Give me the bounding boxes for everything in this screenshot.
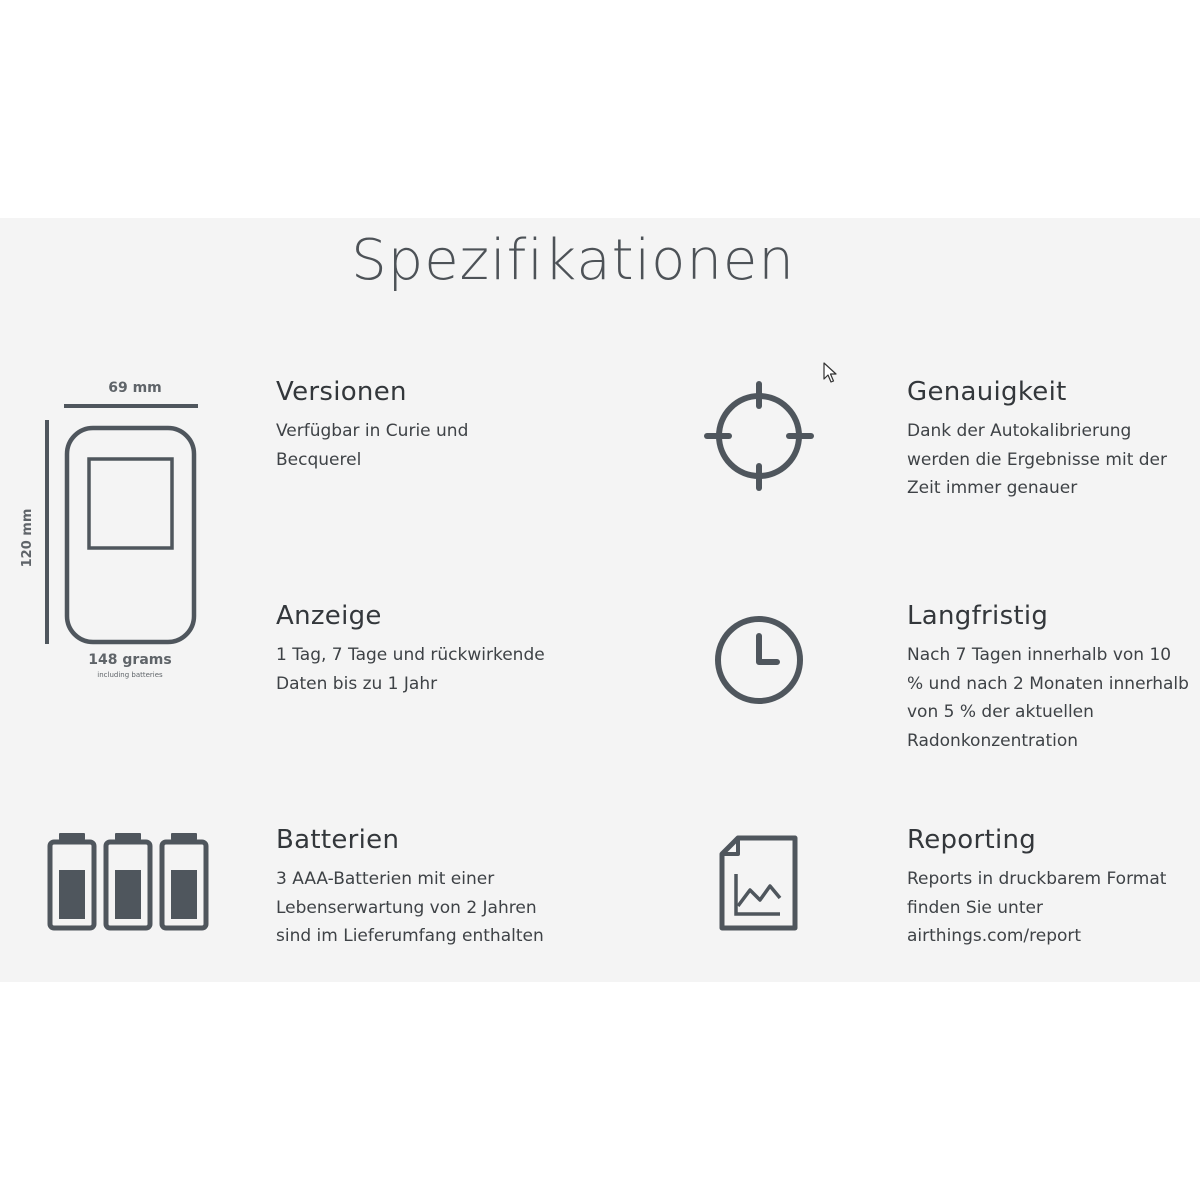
spec-batterien-title: Batterien: [276, 825, 400, 855]
report-chart-icon: [718, 834, 800, 932]
spec-genauigkeit-text: Dank der Autokalibrierung werden die Ergebnisse mit der Zeit immer genauer: [907, 421, 1167, 498]
spec-anzeige: [276, 601, 596, 698]
spec-langfristig-title: Langfristig: [907, 601, 1049, 631]
device-weight-note: including batteries: [97, 671, 163, 679]
battery-icon: [46, 830, 210, 934]
spec-anzeige-text: 1 Tag, 7 Tage und rückwirkende Daten bis zu 1 Jahr: [276, 645, 545, 694]
clock-icon: [713, 614, 805, 706]
crosshair-icon: [704, 380, 814, 492]
spec-genauigkeit-title: Genauigkeit: [907, 377, 1067, 407]
spec-reporting-text: Reports in druckbarem Format finden Sie unter airthings.com/report: [907, 869, 1167, 946]
page-title: Spezifikationen: [351, 228, 795, 293]
spec-batterien: [276, 825, 596, 951]
device-height-label: 120 mm: [20, 508, 35, 568]
device-width-label: 69 mm: [108, 380, 162, 396]
spec-genauigkeit: [907, 377, 1192, 503]
spec-reporting-title: Reporting: [907, 825, 1037, 855]
spec-langfristig: [907, 601, 1192, 755]
spec-versionen-text: Verfügbar in Curie und Becquerel: [276, 421, 469, 470]
spec-versionen: [276, 377, 596, 474]
spec-anzeige-title: Anzeige: [276, 601, 382, 631]
spec-reporting: [907, 825, 1192, 951]
device-dimensions-icon: [14, 372, 214, 682]
spec-langfristig-text: Nach 7 Tagen innerhalb von 10 % und nach 2 Monaten innerhalb von 5 % der aktuellen Radonkonzentration: [907, 645, 1189, 751]
mouse-cursor-icon: [822, 362, 838, 388]
spec-batterien-text: 3 AAA-Batterien mit einer Lebenserwartung von 2 Jahren sind im Lieferumfang enthalten: [276, 869, 544, 946]
spec-versionen-title: Versionen: [276, 377, 407, 407]
device-weight-label: 148 grams: [88, 652, 172, 668]
